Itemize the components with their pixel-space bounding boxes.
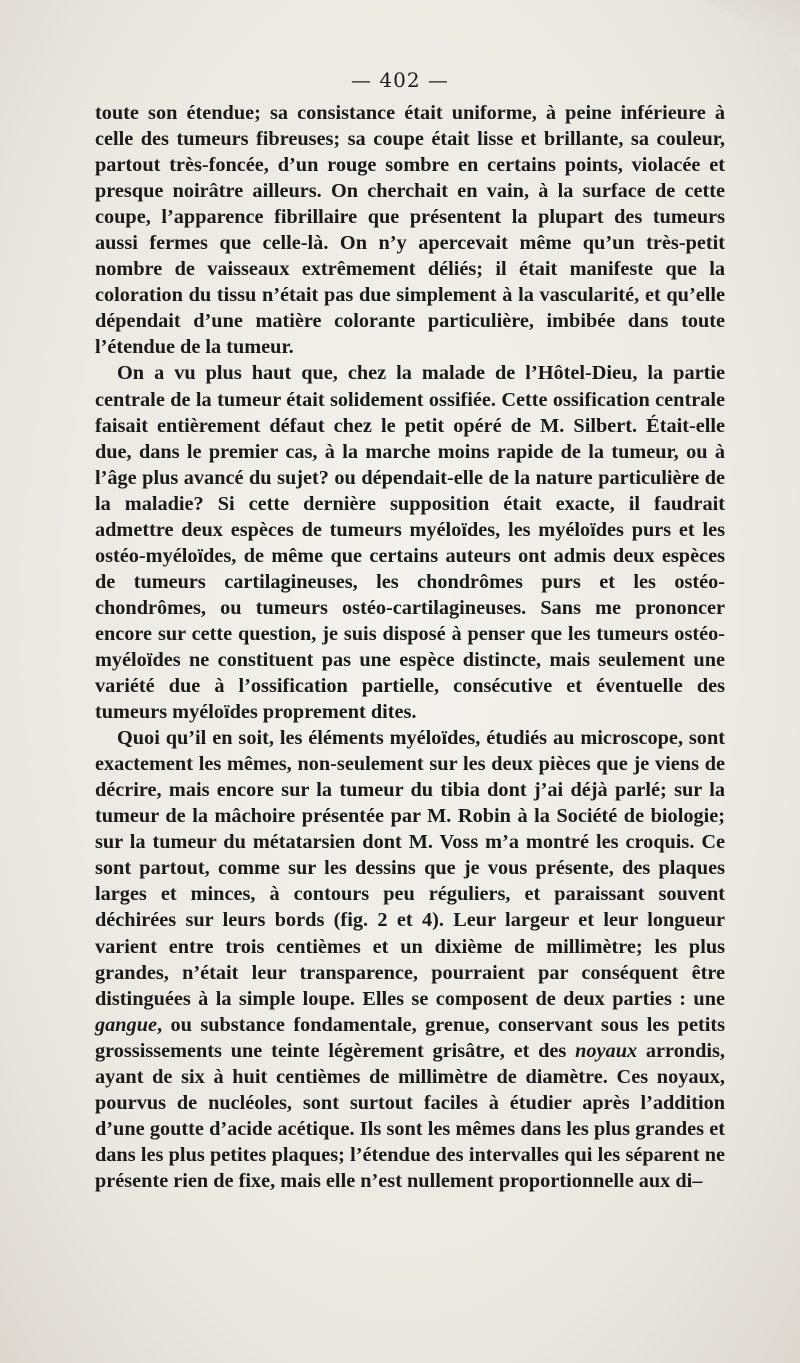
paragraph-3-text-a: Quoi qu’il en soit, les éléments myéloïdes, étudiés au microscope, sont exactement les mêmes, non-seulement sur les deux pièces que je viens de décrire, mais encore sur la tumeur du tibia dont j’ai déjà parlé; sur la tumeur de la mâchoire présentée par M. Robin à la Société de biologie; sur la tumeur du métatarsien dont M. Voss m’a montré les croquis. Ce sont partout, comme sur les dessins que je vous présente, des plaques larges et minces, à contours peu réguliers, et paraissant souvent déchirées sur leurs bords (fig. 2 et 4). Leur largeur et leur longueur varient entre trois centièmes et un dixième de millimètre; les plus grandes, n’était leur transparence, pourraient par conséquent être distinguées à la simple loupe. Elles se composent de deux parties : une bbox=[95, 727, 725, 1010]
paragraph-2 bbox=[95, 360, 725, 725]
paragraph-1-text: toute son étendue; sa consistance était uniforme, à peine inférieure à celle des tumeurs fibreuses; sa coupe était lisse et brillante, sa couleur, partout très-foncée, d’un rouge sombre en certains points, violacée et presque noirâtre ailleurs. On cherchait en vain, à la surface de cette coupe, l’apparence fibrillaire que présentent la plupart des tumeurs aussi fermes que celle-là. On n’y apercevait même qu’un très-petit nombre de vaisseaux extrêmement déliés; il était manifeste que la coloration du tissu n’était pas due simplement à la vascularité, et qu’elle dépendait d’une matière colorante particulière, imbibée dans toute l’étendue de la tumeur. bbox=[95, 102, 725, 359]
paragraph-2-text: On a vu plus haut que, chez la malade de l’Hôtel-Dieu, la partie centrale de la tumeur était solidement ossifiée. Cette ossification centrale faisait entièrement défaut chez le petit opéré de M. Silbert. Était-elle due, dans le premier cas, à la marche moins rapide de la tumeur, ou à l’âge plus avancé du sujet? ou dépendait-elle de la nature particulière de la maladie? Si cette dernière supposition était exacte, il faudrait admettre deux espèces de tumeurs myéloïdes, les myéloïdes purs et les ostéo-myéloïdes, de même que certains auteurs ont admis deux espèces de tumeurs cartilagineuses, les chondrômes purs et les ostéo-chondrômes, ou tumeurs ostéo-cartilagineuses. Sans me prononcer encore sur cette question, je suis disposé à penser que les tumeurs ostéo-myéloïdes ne constituent pas une espèce distincte, mais seulement une variété due à l’ossification partielle, consécutive et éventuelle des tumeurs myéloïdes proprement dites. bbox=[95, 362, 725, 724]
body-text bbox=[95, 100, 725, 1194]
paragraph-3-text-c: arrondis, ayant de six à huit centièmes de millimètre de diamètre. Ces noyaux, pourvus de nucléoles, sont surtout faciles à étudier après l’addition d’une goutte d’acide acétique. Ils sont les mêmes dans les plus grandes et dans les plus petites plaques; l’étendue des intervalles qui les séparent ne présente rien de fixe, mais elle n’est nullement proportionnelle aux di– bbox=[95, 1039, 725, 1192]
term-noyaux: noyaux bbox=[575, 1039, 638, 1062]
torn-corner bbox=[660, 0, 800, 70]
term-gangue: gangue bbox=[95, 1013, 157, 1036]
paragraph-3-text-b: , ou substance fondamentale, grenue, conservant sous les petits grossissements une teinte légèrement grisâtre, et des bbox=[95, 1013, 725, 1062]
page-number: — 402 — bbox=[351, 68, 449, 92]
paragraph-3 bbox=[95, 725, 725, 1194]
paragraph-1 bbox=[95, 100, 725, 360]
